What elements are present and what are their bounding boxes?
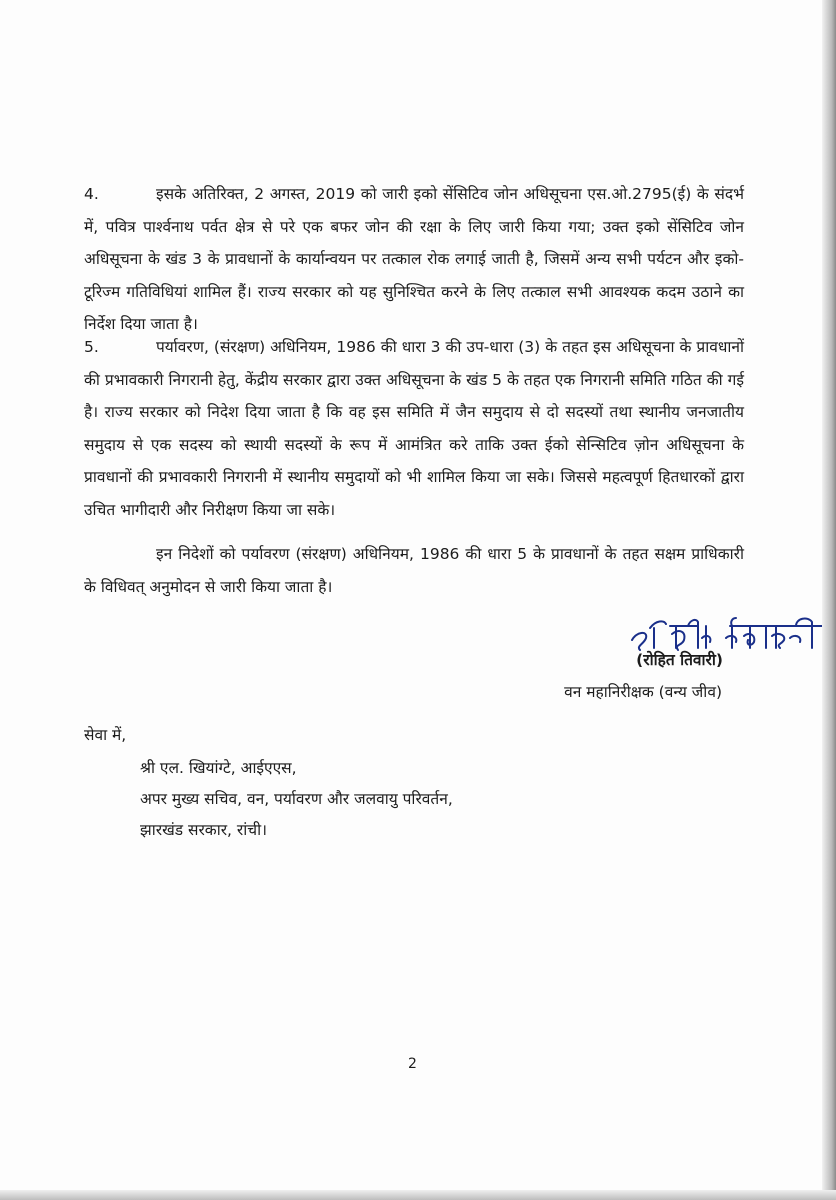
paragraph-5-number: 5.: [84, 338, 99, 356]
page-bottom-shadow: [0, 1190, 836, 1200]
page-number: 2: [408, 1056, 417, 1072]
signer-name: (रोहित तिवारी): [636, 651, 723, 669]
paragraph-5: [84, 331, 744, 526]
closing-paragraph: इन निदेशों को पर्यावरण (संरक्षण) अधिनियम, 1986 की धारा 5 के प्रावधानों के तहत सक्षम प्राधिकारी के विधिवत् अनुमोदन से जारी किया जाता है।: [84, 545, 744, 596]
recipient-label: सेवा में,: [84, 726, 127, 744]
paragraph-4-number: 4.: [84, 185, 99, 203]
paragraph-4: [84, 178, 744, 341]
recipient-line-2: अपर मुख्य सचिव, वन, पर्यावरण और जलवायु परिवर्तन,: [140, 790, 453, 808]
paragraph-5-text: पर्यावरण, (संरक्षण) अधिनियम, 1986 की धारा 3 की उप-धारा (3) के तहत इस अधिसूचना के प्रावधानों की प्रभावकारी निगरानी हेतु, केंद्रीय सरकार द्वारा उक्त अधिसूचना के खंड 5 के तहत एक निगरानी समिति गठित की गई है। राज्य सरकार को निदेश दिया जाता है कि वह इस समिति में जैन समुदाय से दो सदस्यों तथा स्थानीय जनजातीय समुदाय से एक सदस्य को स्थायी सदस्यों के रूप में आमंत्रित करे ताकि उक्त ईको सेन्सिटिव ज़ोन अधिसूचना के प्रावधानों की प्रभावकारी निगरानी में स्थानीय समुदायों को भी शामिल किया जा सके। जिससे महत्वपूर्ण हितधारकों द्वारा उचित भागीदारी और निरीक्षण किया जा सके।: [84, 338, 744, 519]
recipient-line-3: झारखंड सरकार, रांची।: [140, 821, 267, 839]
signer-designation: वन महानिरीक्षक (वन्य जीव): [564, 683, 722, 701]
page-edge-shadow: [822, 0, 836, 1200]
recipient-line-1: श्री एल. खियांग्टे, आईएएस,: [140, 759, 297, 777]
paragraph-4-text: इसके अतिरिक्त, 2 अगस्त, 2019 को जारी इको सेंसिटिव जोन अधिसूचना एस.ओ.2795(ई) के संदर्भ में, पवित्र पार्श्वनाथ पर्वत क्षेत्र से परे एक बफर जोन की रक्षा के लिए जारी किया गया; उक्त इको सेंसिटिव जोन अधिसूचना के खंड 3 के प्रावधानों के कार्यान्वयन पर तत्काल रोक लगाई जाती है, जिसमें अन्य सभी पर्यटन और इको-टूरिज्म गतिविधियां शामिल हैं। राज्य सरकार को यह सुनिश्चित करने के लिए तत्काल सभी आवश्यक कदम उठाने का निर्देश दिया जाता है।: [84, 185, 744, 333]
